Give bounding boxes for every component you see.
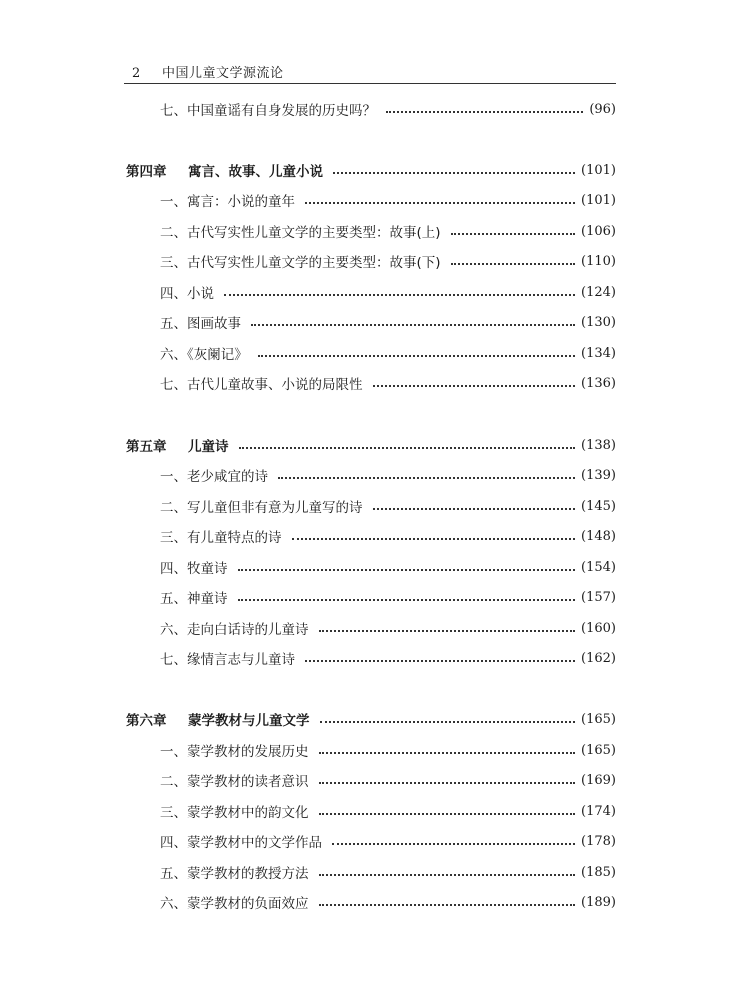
toc-entry (160, 464, 616, 486)
toc-entry (160, 861, 616, 883)
toc-entry-title: 三、有儿童特点的诗 (160, 530, 282, 546)
toc-entry-page: (165) (581, 742, 616, 758)
dot-leader (319, 781, 576, 784)
page-header (124, 62, 616, 84)
toc-entry (160, 769, 616, 791)
toc-entry-page: (157) (581, 589, 616, 605)
toc-entry-title: 四、牧童诗 (160, 561, 228, 577)
toc-entry-page: (124) (581, 284, 616, 300)
toc-entry (160, 586, 616, 608)
toc-entry-title: 六、《灰阑记》 (160, 347, 248, 363)
chapter-title: 儿童诗 (188, 439, 229, 455)
toc-entry-title: 五、神童诗 (160, 591, 228, 607)
toc-entry-title: 一、蒙学教材的发展历史 (160, 744, 309, 760)
toc-entry (160, 830, 616, 852)
toc-entry-page: (154) (581, 559, 616, 575)
toc-entry-page: (169) (581, 772, 616, 788)
toc-entry (160, 250, 616, 272)
toc-entry (160, 891, 616, 913)
toc-entry (160, 98, 616, 120)
toc-entry (160, 800, 616, 822)
toc-entry (160, 281, 616, 303)
toc-entry-title: 二、蒙学教材的读者意识 (160, 774, 309, 790)
toc-entry (160, 739, 616, 761)
dot-leader (305, 201, 575, 204)
dot-leader (239, 446, 576, 449)
dot-leader (319, 873, 576, 876)
toc-entry-title: 三、古代写实性儿童文学的主要类型：故事(下) (160, 255, 441, 271)
toc-entry-page: (162) (581, 650, 616, 666)
toc-entry-page: (148) (581, 528, 616, 544)
toc-chapter-5 (126, 434, 616, 456)
toc-entry-title: 二、古代写实性儿童文学的主要类型：故事(上) (160, 225, 441, 241)
dot-leader (451, 262, 575, 265)
dot-leader (224, 293, 575, 296)
toc-entry-title: 六、蒙学教材的负面效应 (160, 896, 309, 912)
dot-leader (251, 323, 575, 326)
toc-entry-page: (110) (581, 253, 616, 269)
chapter-title: 寓言、故事、儿童小说 (188, 164, 323, 180)
toc-entry (160, 342, 616, 364)
toc-entry (160, 220, 616, 242)
chapter-label: 第四章 (126, 164, 167, 180)
dot-leader (258, 354, 575, 357)
chapter-title: 蒙学教材与儿童文学 (188, 713, 310, 729)
dot-leader (332, 842, 575, 845)
toc-entry-title: 二、写儿童但非有意为儿童写的诗 (160, 500, 363, 516)
dot-leader (305, 659, 575, 662)
toc-entry (160, 556, 616, 578)
toc-chapter-6 (126, 708, 616, 730)
dot-leader (373, 507, 576, 510)
toc-entry (160, 617, 616, 639)
chapter-label: 第五章 (126, 439, 167, 455)
book-title: 中国儿童文学源流论 (162, 66, 284, 81)
toc-entry-page: (189) (581, 894, 616, 910)
dot-leader (319, 812, 576, 815)
dot-leader (373, 384, 576, 387)
toc-entry (160, 495, 616, 517)
toc-entry-page: (174) (581, 803, 616, 819)
toc-entry (160, 372, 616, 394)
toc-entry-page: (134) (581, 345, 616, 361)
dot-leader (386, 110, 583, 113)
toc-entry-page: (130) (581, 314, 616, 330)
toc-entry-page: (185) (581, 864, 616, 880)
chapter-page: (101) (581, 162, 616, 178)
toc-entry-title: 一、寓言：小说的童年 (160, 194, 295, 210)
toc-entry-title: 四、蒙学教材中的文学作品 (160, 835, 322, 851)
toc-chapter-4 (126, 159, 616, 181)
dot-leader (238, 568, 576, 571)
dot-leader (319, 751, 576, 754)
toc-entry-title: 一、老少咸宜的诗 (160, 469, 268, 485)
toc-entry-title: 七、缘情言志与儿童诗 (160, 652, 295, 668)
toc-entry-title: 五、图画故事 (160, 316, 241, 332)
toc-entry-title: 四、小说 (160, 286, 214, 302)
dot-leader (278, 476, 575, 479)
toc-entry-page: (96) (589, 101, 616, 117)
toc-entry-title: 三、蒙学教材中的韵文化 (160, 805, 309, 821)
toc-entry (160, 189, 616, 211)
toc-entry-title: 七、中国童谣有自身发展的历史吗？ (160, 103, 376, 119)
toc-entry-title: 五、蒙学教材的教授方法 (160, 866, 309, 882)
toc-entry-page: (101) (581, 192, 616, 208)
toc-entry-page: (136) (581, 375, 616, 391)
toc-entry-page: (160) (581, 620, 616, 636)
toc-entry-page: (139) (581, 467, 616, 483)
toc-entry (160, 525, 616, 547)
toc-entry-title: 六、走向白话诗的儿童诗 (160, 622, 309, 638)
toc-entry-page: (145) (581, 498, 616, 514)
dot-leader (320, 720, 576, 723)
dot-leader (319, 903, 576, 906)
chapter-label: 第六章 (126, 713, 167, 729)
dot-leader (451, 232, 575, 235)
page-number: 2 (132, 66, 141, 81)
dot-leader (238, 598, 576, 601)
dot-leader (292, 537, 576, 540)
chapter-page: (138) (581, 437, 616, 453)
dot-leader (333, 171, 575, 174)
toc-entry-page: (106) (581, 223, 616, 239)
dot-leader (319, 629, 576, 632)
toc-entry (160, 311, 616, 333)
toc-entry-title: 七、古代儿童故事、小说的局限性 (160, 377, 363, 393)
toc-entry (160, 647, 616, 669)
toc-entry-page: (178) (581, 833, 616, 849)
chapter-page: (165) (581, 711, 616, 727)
